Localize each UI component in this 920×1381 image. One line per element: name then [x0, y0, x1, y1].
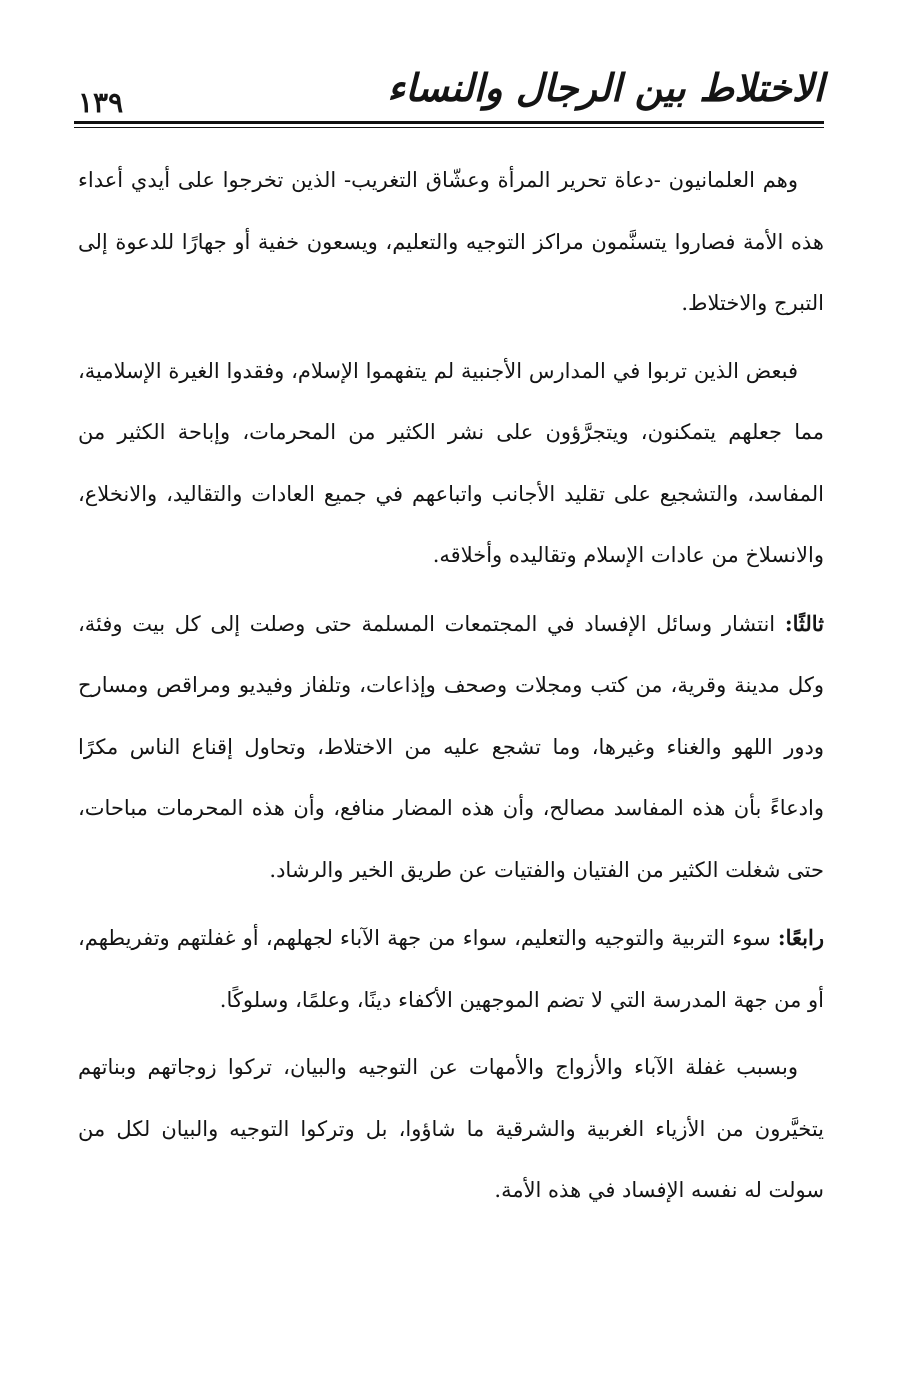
header-rule-thick	[74, 121, 824, 124]
paragraph-text: وبسبب غفلة الآباء والأزواج والأمهات عن التوجيه والبيان، تركوا زوجاتهم وبناتهم يتخيَّرون من الأزياء الغربية والشرقية ما شاؤوا، بل وتركوا التوجيه والبيان لكل من سولت له نفسه الإفساد في هذه الأمة.	[78, 1055, 824, 1202]
paragraph-4	[78, 907, 824, 1031]
running-header	[74, 58, 824, 128]
paragraph-3	[78, 593, 824, 902]
page-number: ١٣٩	[78, 86, 124, 119]
paragraph-text: انتشار وسائل الإفساد في المجتمعات المسلمة حتى وصلت إلى كل بيت وفئة، وكل مدينة وقرية، من كتب ومجلات وصحف وإذاعات، وتلفاز وفيديو ومراقص ومسارح ودور اللهو والغناء وغيرها، وما تشجع عليه من الاختلاط، وتحاول إقناع الناس مكرًا وادعاءً بأن هذه المفاسد مصالح، وأن هذه المضار منافع، وأن هذه المحرمات مباحات، حتى شغلت الكثير من الفتيان والفتيات عن طريق الخير والرشاد.	[78, 611, 824, 882]
paragraph-2	[78, 341, 824, 587]
paragraph-1	[78, 150, 824, 335]
paragraph-text: وهم العلمانيون -دعاة تحرير المرأة وعشّاق التغريب- الذين تخرجوا على أيدي أعداء هذه الأمة فصاروا يتسنَّمون مراكز التوجيه والتعليم، ويسعون خفية أو جهارًا للدعوة إلى التبرج والاختلاط.	[78, 168, 824, 315]
body-text	[78, 150, 824, 1228]
paragraph-lead: ثالثًا:	[784, 610, 824, 636]
header-rule-thin	[74, 127, 824, 128]
paragraph-lead: رابعًا:	[777, 925, 824, 950]
running-title: الاختلاط بين الرجال والنساء	[387, 65, 824, 110]
paragraph-text: سوء التربية والتوجيه والتعليم، سواء من جهة الآباء لجهلهم، أو غفلتهم وتفريطهم، أو من جهة المدرسة التي لا تضم الموجهين الأكفاء دينًا، وعلمًا، وسلوكًا.	[78, 926, 824, 1012]
paragraph-5	[78, 1037, 824, 1222]
paragraph-text: فبعض الذين تربوا في المدارس الأجنبية لم يتفهموا الإسلام، وفقدوا الغيرة الإسلامية، مما جعلهم يتمكنون، ويتجرَّؤون على نشر الكثير من المحرمات، وإباحة الكثير من المفاسد، والتشجيع على تقليد الأجانب واتباعهم في جميع العادات والتقاليد، والانخلاع، والانسلاخ من عادات الإسلام وتقاليده وأخلاقه.	[78, 358, 824, 567]
